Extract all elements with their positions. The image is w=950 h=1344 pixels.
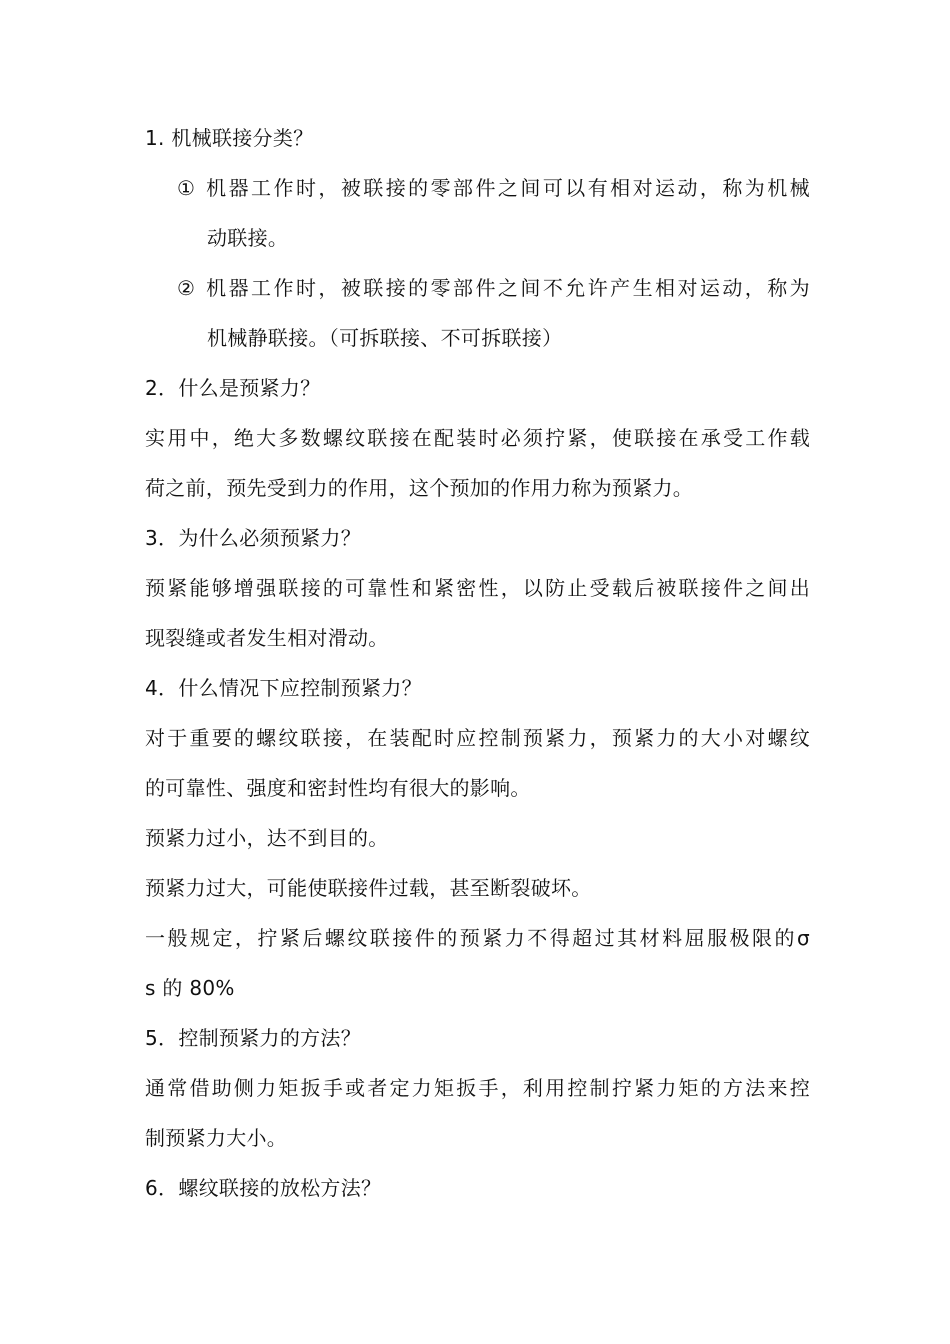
q4-paragraph-line4: 预紧力过大，可能使联接件过载，甚至断裂破坏。	[145, 876, 592, 900]
document-body	[145, 113, 810, 1213]
q4-paragraph-line3: 预紧力过小，达不到目的。	[145, 826, 389, 850]
q1-item1-line2: 动联接。	[207, 226, 289, 250]
q5-paragraph-line1: 通常借助侧力矩扳手或者定力矩扳手，利用控制拧紧力矩的方法来控	[145, 1076, 810, 1100]
q2-heading: 2．什么是预紧力？	[145, 376, 321, 400]
q1-item1-line1: ① 机器工作时，被联接的零部件之间可以有相对运动，称为机械	[177, 176, 810, 200]
q4-paragraph-line5: 一般规定，拧紧后螺纹联接件的预紧力不得超过其材料屈服极限的σ	[145, 926, 810, 950]
q3-paragraph-line1: 预紧能够增强联接的可靠性和紧密性，以防止受载后被联接件之间出	[145, 576, 810, 600]
q5-paragraph-line2: 制预紧力大小。	[145, 1126, 288, 1150]
q4-paragraph-line1: 对于重要的螺纹联接，在装配时应控制预紧力，预紧力的大小对螺纹	[145, 726, 810, 750]
q1-item2-line1: ② 机器工作时，被联接的零部件之间不允许产生相对运动，称为	[177, 276, 810, 300]
q2-paragraph-line1: 实用中，绝大多数螺纹联接在配装时必须拧紧，使联接在承受工作载	[145, 426, 810, 450]
q1-heading: 1. 机械联接分类？	[145, 126, 314, 150]
q1-item2-line2: 机械静联接。（可拆联接、不可拆联接）	[207, 326, 563, 350]
q5-heading: 5．控制预紧力的方法？	[145, 1026, 362, 1050]
q6-heading: 6．螺纹联接的放松方法？	[145, 1176, 382, 1200]
q3-heading: 3．为什么必须预紧力？	[145, 526, 362, 550]
q4-paragraph-line2: 的可靠性、强度和密封性均有很大的影响。	[145, 776, 531, 800]
q3-paragraph-line2: 现裂缝或者发生相对滑动。	[145, 626, 389, 650]
q4-paragraph-line6: s 的 80%	[145, 976, 235, 1000]
q4-heading: 4．什么情况下应控制预紧力？	[145, 676, 422, 700]
q2-paragraph-line2: 荷之前，预先受到力的作用，这个预加的作用力称为预紧力。	[145, 476, 694, 500]
